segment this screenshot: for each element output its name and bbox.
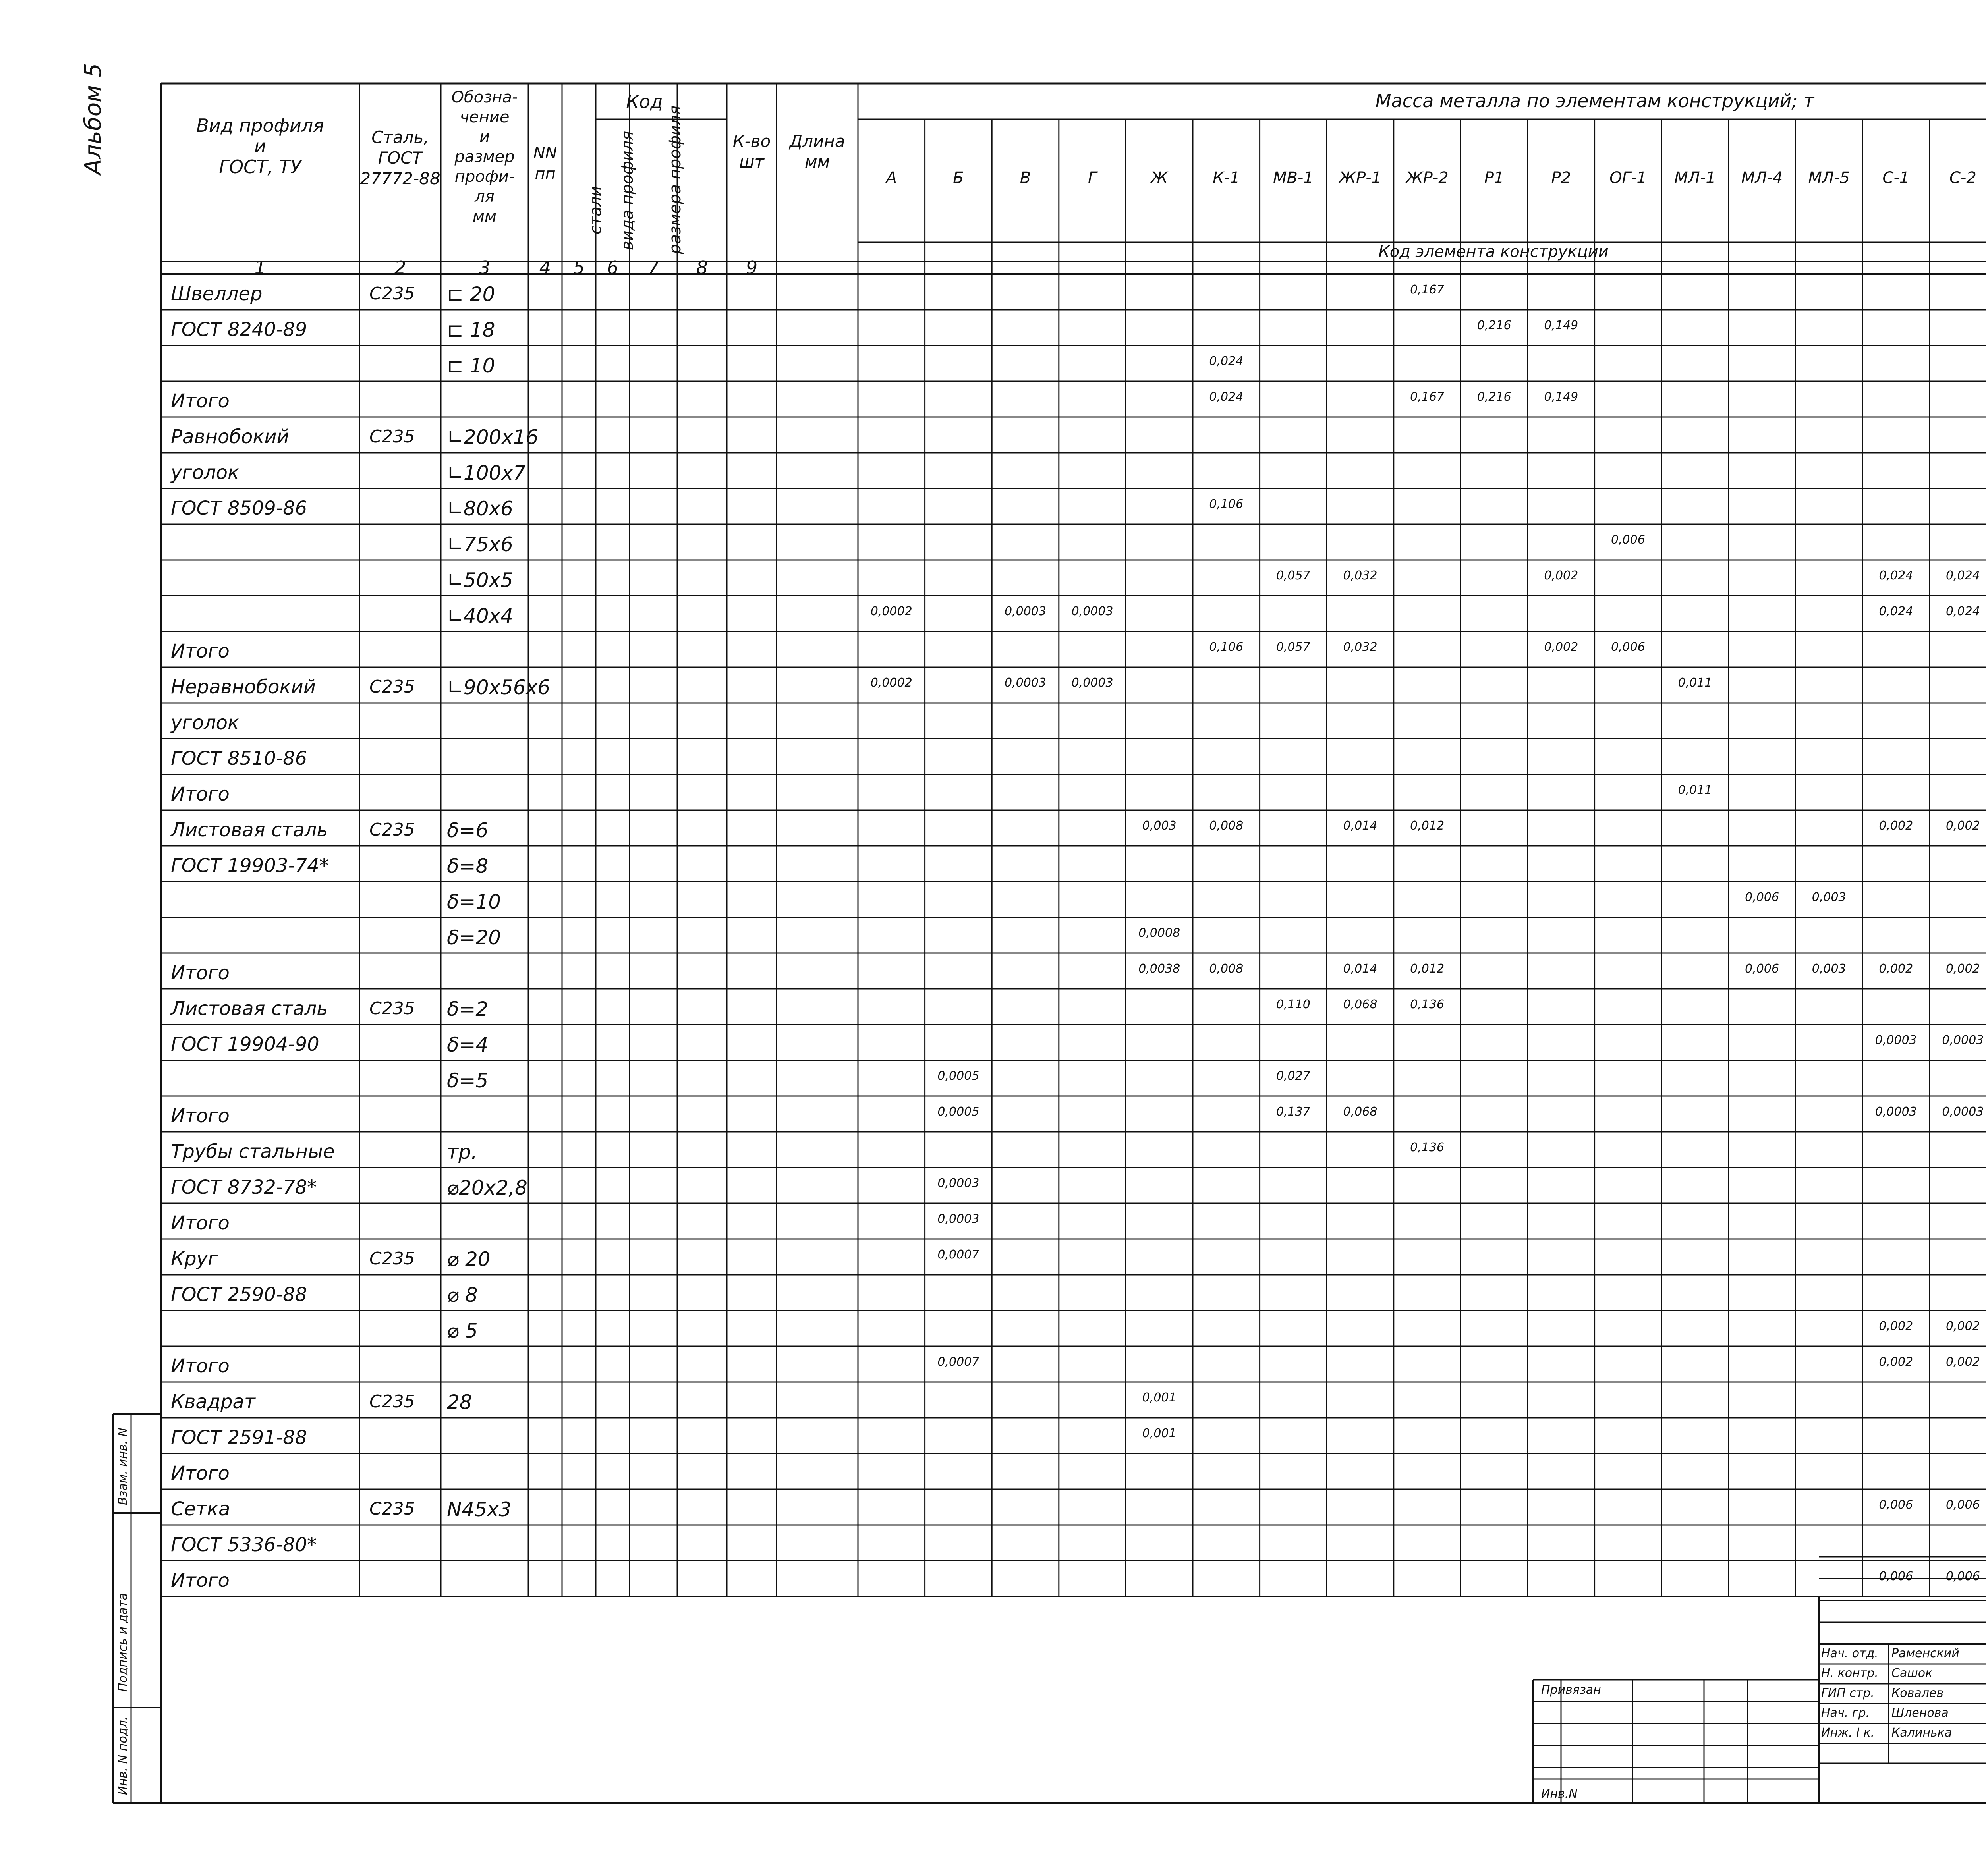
mass-value: 0,002 <box>1945 819 1980 833</box>
row-name: Круг <box>171 1248 218 1270</box>
header-element-17: С-2 <box>1949 169 1976 187</box>
header-element-7: МВ-1 <box>1273 169 1314 187</box>
row-name: Равнобокий <box>171 426 289 448</box>
mass-value: 0,106 <box>1209 640 1244 654</box>
mass-value: 0,024 <box>1879 569 1913 583</box>
row-name: Неравнобокий <box>171 676 316 698</box>
title-privyazan: Привязан <box>1541 1683 1601 1697</box>
mass-value: 0,006 <box>1611 533 1645 547</box>
header-element-11: Р2 <box>1551 169 1571 187</box>
mass-value: 0,068 <box>1343 998 1377 1011</box>
mass-value: 0,002 <box>1544 569 1578 583</box>
mass-value: 0,032 <box>1343 569 1377 583</box>
mass-value: 0,006 <box>1945 1569 1980 1583</box>
row-name: ГОСТ 5336-80* <box>171 1534 317 1556</box>
row-steel: С235 <box>369 427 415 447</box>
header-code-profile-size: размера профиля <box>666 105 684 254</box>
row-size: ⌀20х2,8 <box>447 1176 527 1199</box>
header-profile-type: Вид профиля и ГОСТ, ТУ <box>196 115 324 178</box>
mass-value: 0,068 <box>1343 1105 1377 1119</box>
col-number-6: 6 <box>607 257 619 278</box>
row-size: ⌀ 5 <box>447 1319 478 1342</box>
mass-value: 0,0005 <box>937 1069 979 1083</box>
header-code-steel: стали <box>587 186 605 234</box>
mass-value: 0,0003 <box>1875 1105 1917 1119</box>
mass-value: 0,0007 <box>937 1355 979 1369</box>
row-name: Сетка <box>171 1498 230 1520</box>
mass-value: 0,002 <box>1544 640 1578 654</box>
mass-value: 0,057 <box>1276 569 1310 583</box>
row-name: ГОСТ 19903-74* <box>171 855 329 877</box>
title-name: Шленова <box>1891 1706 1949 1720</box>
row-name: Трубы стальные <box>171 1141 335 1163</box>
mass-value: 0,149 <box>1544 390 1578 404</box>
mass-value: 0,002 <box>1879 819 1913 833</box>
row-steel: С235 <box>369 820 415 840</box>
row-name: Листовая сталь <box>171 819 328 841</box>
row-size: ∟100х7 <box>447 461 526 484</box>
row-size: ∟40х4 <box>447 604 513 627</box>
title-role: Инж. I к. <box>1821 1726 1875 1740</box>
mass-value: 0,024 <box>1209 390 1244 404</box>
col-number-7: 7 <box>647 257 659 278</box>
row-size: ∟200х16 <box>447 426 539 449</box>
row-size: ∟80х6 <box>447 497 513 520</box>
header-nn: NN пп <box>533 144 557 183</box>
mass-value: 0,024 <box>1879 604 1913 618</box>
row-name: Квадрат <box>171 1391 255 1413</box>
mass-value: 0,0003 <box>1071 604 1113 618</box>
row-name: Итого <box>171 1212 230 1234</box>
header-element-14: МЛ-4 <box>1741 169 1783 187</box>
row-name: Швеллер <box>171 283 263 305</box>
mass-value: 0,167 <box>1410 283 1445 297</box>
header-code-profile-type: вида профиля <box>618 131 637 250</box>
row-name: уголок <box>171 712 240 734</box>
row-size: N45х3 <box>447 1498 512 1521</box>
mass-value: 0,0003 <box>937 1212 979 1226</box>
mass-value: 0,032 <box>1343 640 1377 654</box>
row-name: Итого <box>171 1569 230 1592</box>
mass-value: 0,0003 <box>1004 676 1046 690</box>
title-name: Раменский <box>1891 1646 1959 1660</box>
mass-value: 0,0003 <box>1875 1033 1917 1047</box>
header-length: Длина мм <box>789 131 845 172</box>
mass-value: 0,008 <box>1209 962 1244 976</box>
mass-value: 0,002 <box>1945 1355 1980 1369</box>
mass-value: 0,002 <box>1879 1319 1913 1333</box>
mass-value: 0,149 <box>1544 318 1578 332</box>
row-name: ГОСТ 8509-86 <box>171 497 307 519</box>
mass-value: 0,0003 <box>1942 1033 1984 1047</box>
mass-value: 0,0008 <box>1138 926 1180 940</box>
row-steel: С235 <box>369 1499 415 1519</box>
row-name: Итого <box>171 390 230 412</box>
row-size: δ=10 <box>447 890 501 913</box>
row-name: Листовая сталь <box>171 998 328 1020</box>
header-code: Код <box>626 91 663 112</box>
row-steel: С235 <box>369 998 415 1019</box>
mass-value: 0,011 <box>1678 783 1712 797</box>
header-element-5: Ж <box>1151 169 1168 187</box>
row-size: δ=6 <box>447 819 489 842</box>
header-element-10: Р1 <box>1484 169 1504 187</box>
row-size: 28 <box>447 1391 472 1414</box>
row-steel: С235 <box>369 677 415 697</box>
col-number-8: 8 <box>696 257 708 278</box>
header-element-code: Код элемента конструкции <box>1378 243 1609 261</box>
row-name: ГОСТ 19904-90 <box>171 1033 319 1056</box>
title-role: ГИП стр. <box>1821 1686 1874 1700</box>
row-name: Итого <box>171 1355 230 1377</box>
row-name: ГОСТ 8510-86 <box>171 747 307 770</box>
mass-value: 0,167 <box>1410 390 1445 404</box>
mass-value: 0,003 <box>1812 962 1846 976</box>
title-role: Н. контр. <box>1821 1666 1878 1680</box>
mass-value: 0,0002 <box>870 604 912 618</box>
album-label: Альбом 5 <box>79 63 106 175</box>
row-name: Итого <box>171 783 230 805</box>
col-number-3: 3 <box>479 257 491 278</box>
header-element-2: Б <box>953 169 964 187</box>
row-name: ГОСТ 2590-88 <box>171 1283 307 1306</box>
mass-value: 0,002 <box>1879 962 1913 976</box>
mass-value: 0,002 <box>1945 962 1980 976</box>
header-mass-by-elements: Масса металла по элементам конструкций; т <box>1375 90 1814 112</box>
title-name: Ковалев <box>1891 1686 1944 1700</box>
mass-value: 0,006 <box>1745 962 1779 976</box>
title-role: Нач. гр. <box>1821 1706 1870 1720</box>
title-inv-n: Инв.N <box>1541 1787 1578 1801</box>
mass-value: 0,0003 <box>1942 1105 1984 1119</box>
mass-value: 0,0003 <box>1004 604 1046 618</box>
mass-value: 0,006 <box>1945 1498 1980 1512</box>
header-element-1: А <box>886 169 897 187</box>
mass-value: 0,137 <box>1276 1105 1310 1119</box>
row-size: δ=8 <box>447 855 489 878</box>
row-size: ⊏ 18 <box>447 318 495 342</box>
mass-value: 0,006 <box>1879 1498 1913 1512</box>
col-number-5: 5 <box>573 257 585 278</box>
side-stamp-vzam: Взам. инв. N <box>116 1428 130 1505</box>
row-steel: С235 <box>369 1392 415 1412</box>
mass-value: 0,011 <box>1678 676 1712 690</box>
header-element-3: В <box>1020 169 1031 187</box>
mass-value: 0,0003 <box>937 1176 979 1190</box>
row-name: Итого <box>171 1105 230 1127</box>
row-size: ∟75х6 <box>447 533 513 556</box>
col-number-2: 2 <box>394 257 406 278</box>
header-element-9: ЖР-2 <box>1406 169 1449 187</box>
row-size: ∟90х56х6 <box>447 676 551 699</box>
row-name: ГОСТ 2591-88 <box>171 1426 307 1449</box>
mass-value: 0,024 <box>1945 569 1980 583</box>
row-steel: С235 <box>369 1249 415 1269</box>
mass-value: 0,216 <box>1477 318 1511 332</box>
row-size: δ=2 <box>447 998 489 1021</box>
mass-value: 0,006 <box>1879 1569 1913 1583</box>
row-size: δ=20 <box>447 926 501 949</box>
row-size: тр. <box>447 1141 477 1164</box>
mass-value: 0,012 <box>1410 962 1445 976</box>
side-stamp-inv: Инв. N подл. <box>116 1716 130 1795</box>
mass-value: 0,0002 <box>870 676 912 690</box>
mass-value: 0,027 <box>1276 1069 1310 1083</box>
mass-value: 0,014 <box>1343 962 1377 976</box>
mass-value: 0,0007 <box>937 1248 979 1262</box>
row-size: ⌀ 20 <box>447 1248 491 1271</box>
header-element-6: К-1 <box>1213 169 1240 187</box>
row-name: Итого <box>171 640 230 662</box>
mass-value: 0,057 <box>1276 640 1310 654</box>
header-element-4: Г <box>1088 169 1097 187</box>
mass-value: 0,001 <box>1142 1391 1177 1405</box>
row-steel: С235 <box>369 284 415 304</box>
mass-value: 0,008 <box>1209 819 1244 833</box>
col-number-9: 9 <box>746 257 758 278</box>
mass-value: 0,002 <box>1945 1319 1980 1333</box>
mass-value: 0,0003 <box>1071 676 1113 690</box>
mass-value: 0,006 <box>1745 890 1779 904</box>
title-role: Нач. отд. <box>1821 1646 1878 1660</box>
side-stamp-podpis: Подпись и дата <box>116 1593 130 1692</box>
header-element-15: МЛ-5 <box>1808 169 1850 187</box>
mass-value: 0,001 <box>1142 1426 1177 1440</box>
header-element-12: ОГ-1 <box>1609 169 1647 187</box>
mass-value: 0,216 <box>1477 390 1511 404</box>
row-name: Итого <box>171 1462 230 1484</box>
mass-value: 0,003 <box>1142 819 1177 833</box>
row-size: ⊏ 10 <box>447 354 495 377</box>
mass-value: 0,136 <box>1410 998 1445 1011</box>
header-element-8: ЖР-1 <box>1339 169 1382 187</box>
mass-value: 0,024 <box>1945 604 1980 618</box>
col-number-4: 4 <box>539 257 551 278</box>
header-element-13: МЛ-1 <box>1674 169 1716 187</box>
col-number-1: 1 <box>254 257 266 278</box>
row-size: ⊏ 20 <box>447 283 495 306</box>
mass-value: 0,003 <box>1812 890 1846 904</box>
row-name: Итого <box>171 962 230 984</box>
row-name: уголок <box>171 461 240 484</box>
title-name: Сашок <box>1891 1666 1933 1680</box>
row-name: ГОСТ 8240-89 <box>171 318 307 341</box>
mass-value: 0,002 <box>1879 1355 1913 1369</box>
row-size: ∟50х5 <box>447 569 513 592</box>
row-size: δ=4 <box>447 1033 489 1056</box>
row-name: ГОСТ 8732-78* <box>171 1176 317 1199</box>
mass-value: 0,014 <box>1343 819 1377 833</box>
header-designation: Обозна- чение и размер профи- ля мм <box>451 88 518 226</box>
title-name: Калинька <box>1891 1726 1952 1740</box>
header-qty: К-во шт <box>732 131 771 172</box>
row-size: δ=5 <box>447 1069 489 1092</box>
mass-value: 0,136 <box>1410 1141 1445 1154</box>
mass-value: 0,0005 <box>937 1105 979 1119</box>
mass-value: 0,106 <box>1209 497 1244 511</box>
mass-value: 0,110 <box>1276 998 1310 1011</box>
mass-value: 0,012 <box>1410 819 1445 833</box>
row-size: ⌀ 8 <box>447 1283 478 1307</box>
header-steel: Сталь, ГОСТ 27772-88 <box>360 127 440 188</box>
header-element-16: С-1 <box>1882 169 1910 187</box>
mass-value: 0,006 <box>1611 640 1645 654</box>
mass-value: 0,024 <box>1209 354 1244 368</box>
mass-value: 0,0038 <box>1138 962 1180 976</box>
